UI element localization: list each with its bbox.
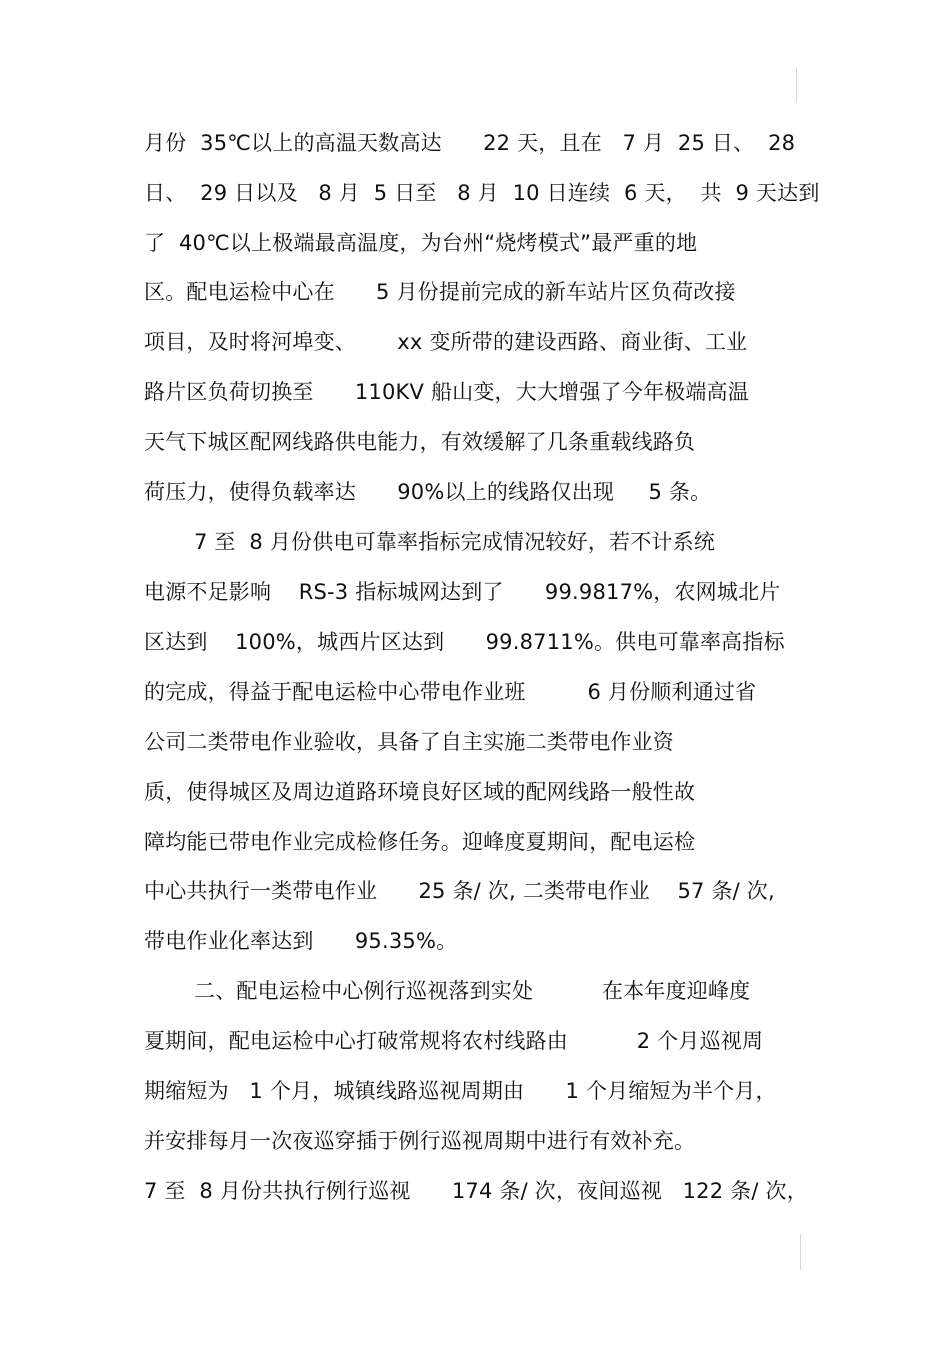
page-margin-mark-bottom	[800, 1234, 801, 1270]
text-line: 荷压力，使得负载率达 90%以上的线路仅出现 5 条。	[144, 480, 712, 504]
text-line: 天气下城区配网线路供电能力，有效缓解了几条重载线路负	[144, 430, 696, 454]
text-line: 7 至 8 月份共执行例行巡视 174 条/ 次，夜间巡视 122 条/ 次，	[144, 1179, 808, 1203]
text-line: 月份 35℃以上的高温天数高达 22 天，且在 7 月 25 日、 28	[144, 131, 796, 155]
text-line: 区。配电运检中心在 5 月份提前完成的新车站片区负荷改接	[144, 280, 736, 304]
text-line: 区达到 100%，城西片区达到 99.8711%。供电可靠率高指标	[144, 630, 785, 654]
text-line: 质，使得城区及周边道路环境良好区域的配网线路一般性故	[144, 780, 696, 804]
text-line: 期缩短为 1 个月，城镇线路巡视周期由 1 个月缩短为半个月，	[144, 1079, 777, 1103]
text-line: 日、 29 日以及 8 月 5 日至 8 月 10 日连续 6 天， 共 9 天达到	[144, 181, 820, 205]
text-line: 了 40℃以上极端最高温度，为台州“烧烤模式”最严重的地	[144, 231, 698, 255]
text-line: 并安排每月一次夜巡穿插于例行巡视周期中进行有效补充。	[144, 1129, 696, 1153]
page-margin-mark-top	[796, 68, 797, 102]
text-line: 中心共执行一类带电作业 25 条/ 次, 二类带电作业 57 条/ 次,	[144, 879, 775, 903]
text-line: 电源不足影响 RS-3 指标城网达到了 99.9817%，农网城北片	[144, 580, 781, 604]
text-line: 的完成，得益于配电运检中心带电作业班 6 月份顺利通过省	[144, 680, 757, 704]
text-line: 障均能已带电作业完成检修任务。迎峰度夏期间，配电运检	[144, 830, 696, 854]
text-line: 项目，及时将河埠变、 xx 变所带的建设西路、商业街、工业	[144, 330, 748, 354]
text-line: 带电作业化率达到 95.35%。	[144, 929, 458, 953]
text-line: 公司二类带电作业验收，具备了自主实施二类带电作业资	[144, 730, 674, 754]
text-line: 路片区负荷切换至 110KV 船山变，大大增强了今年极端高温	[144, 380, 749, 404]
text-line: 夏期间，配电运检中心打破常规将农村线路由 2 个月巡视周	[144, 1029, 764, 1053]
text-line: 7 至 8 月份供电可靠率指标完成情况较好，若不计系统	[194, 530, 716, 554]
text-line: 二、配电运检中心例行巡视落到实处 在本年度迎峰度	[194, 979, 751, 1003]
